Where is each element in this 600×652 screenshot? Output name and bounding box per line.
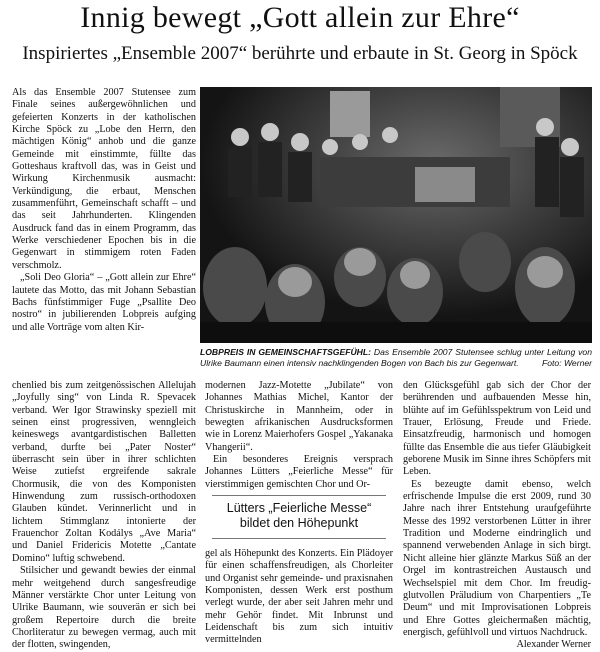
article-column-2-lower — [205, 548, 393, 647]
intermediate-heading: Lütters „Feierliche Messe“ bildet den Höhepunkt — [226, 501, 372, 530]
caption-text: Das Ensemble 2007 Stutensee schlug unter Leitung von Ulrike Baumann einen intensiv nachklingenden Bogen von Bach bis zur Gegenwart. — [200, 347, 592, 369]
caption-head: LOBPREIS IN GEMEINSCHAFTSGEFÜHL: — [200, 347, 371, 357]
headline: Innig bewegt „Gott allein zur Ehre“ — [80, 1, 520, 34]
article-column-1 — [12, 87, 196, 377]
author-byline: Alexander Werner — [516, 639, 591, 651]
photo-caption — [200, 347, 592, 369]
choir-in-church-image — [200, 87, 592, 343]
article-column-2 — [205, 380, 393, 491]
paragraph: modernen Jazz-Motette „Jubilate“ von Johannes Mathias Michel, Kantor der Christuskirche in Mannheim, oder in bewegten afrikanischen Ausdrucksformen wie in Lorenz Maierhofers Gospel „Yakanaka Vhangerii“. — [205, 380, 393, 453]
paragraph: Stilsicher und gewandt bewies der einmal mehr weitgehend durch sangesfreudige Männer verstärkte Chor unter Leitung von Ulrike Baumann, wie souverän er sich bei großem Repertoire durch die breite Chorliteratur zu bewegen vermag, auch mit der flotten, swingenden, — [12, 565, 196, 651]
paragraph: Es bezeugte damit ebenso, welch erfrischende Impulse die erst 2009, rund 30 Jahre nach ihrer Entstehung uraufgeführte Messe des 1992 verstorbenen Lütter in ihrer Tradition und Moderne eindringlich und spannend verwebenden Anlage in sich birgt. Nicht alleine hier glänzte Markus Süß an der Orgel im kontrastreichen Austausch und Wechselspiel mit dem Chor. Im freudig-glutvollen Präludium von Charpentiers „Te Deum“ und mit Improvisationen Lobpreis und Ehre Gottes gleichermaßen mächtig, energisch, gefühlvoll und virtuos Nachdruck. — [403, 478, 591, 638]
paragraph: gel als Höhepunkt des Konzerts. Ein Plädoyer für einen schaffensfreudigen, als Chorleiter und Organist sehr gemeinde- und praxisnahen Komponisten, dessen Werk erst posthum verlegt wurde, der aber seit Jahren mehr und mehr Gehör findet. Mit Inbrunst und Leidenschaft bis zum sich intuitiv vermittelnden — [205, 548, 393, 646]
article-column-1-lower — [12, 380, 196, 652]
paragraph: „Soli Deo Gloria“ – „Gott allein zur Ehre“ lautete das Motto, das mit Johann Sebastian Bachs fünfstimmiger Fuge „Psallite Deo nostro“ in jubilierenden Lobpreis aufging und alle Vorträge vom alten Kir- — [12, 272, 196, 333]
paragraph: chenlied bis zum zeitgenössischen Allelujah „Joyfully sing“ von Linda R. Spevacek verband. Wer Igor Strawinsky speziell mit seinen einst progressiven, wenngleich keineswegs avantgardistischen Balletten verband, durfte bei „Pater Noster“ überrascht sein über in ihrer schlichten Weise zutiefst ergreifende sakrale Chormusik, die von des Komponisten Hinwendung zum russisch-orthodoxen Glauben kündet. Verinnerlicht und in lichtem Stimmglanz intonierte der Frauenchor Zoltan Kodálys „Ave Maria“ und Daniel Fridericis Motette „Cantate Domino“ luftig schwebend. — [12, 380, 196, 564]
paragraph: Als das Ensemble 2007 Stutensee zum Finale seines außergewöhnlichen und gefeierten Konzerts in der katholischen Kirche Spöck zu „Lobe den Herrn, den mächtigen König“ anhob und die ganze Gemeinde mit einstimmte, füllte das Gotteshaus kraftvoll das, was in Geist und Wirkung Kirchenmusik ausmacht: Verkündigung, die erbaut, Menschen zusammenführt, Gemeinschaft schafft – und das seit Jahrhunderten. Klingenden Ausdruck fand das in einem Programm, das Werke verschiedener Epochen bis in die Gegenwart in stimmigem roten Faden verschmolz. — [12, 87, 196, 271]
photo-credit: Foto: Werner — [542, 358, 592, 369]
paragraph: den Glücksgefühl gab sich der Chor der berührenden und aufbauenden Messe hin, blühte auf im Gefühlsspektrum von Leid und Trauer, Erlösung, Freude und Friede. Einsatzfreudig, harmonisch und homogen füllte das Ensemble die aus tiefer Gläubigkeit geborene Musik im Sinne ihres Schöpfers mit Leben. — [403, 380, 591, 478]
article-column-3 — [403, 380, 591, 652]
subheadline: Inspiriertes „Ensemble 2007“ berührte und erbaute in St. Georg in Spöck — [22, 43, 578, 64]
intermediate-heading-box — [212, 495, 386, 539]
paragraph: Ein besonderes Ereignis versprach Johannes Lütters „Feierliche Messe“ für vierstimmigen gemischten Chor und Or- — [205, 454, 393, 490]
concert-photo — [200, 87, 592, 343]
